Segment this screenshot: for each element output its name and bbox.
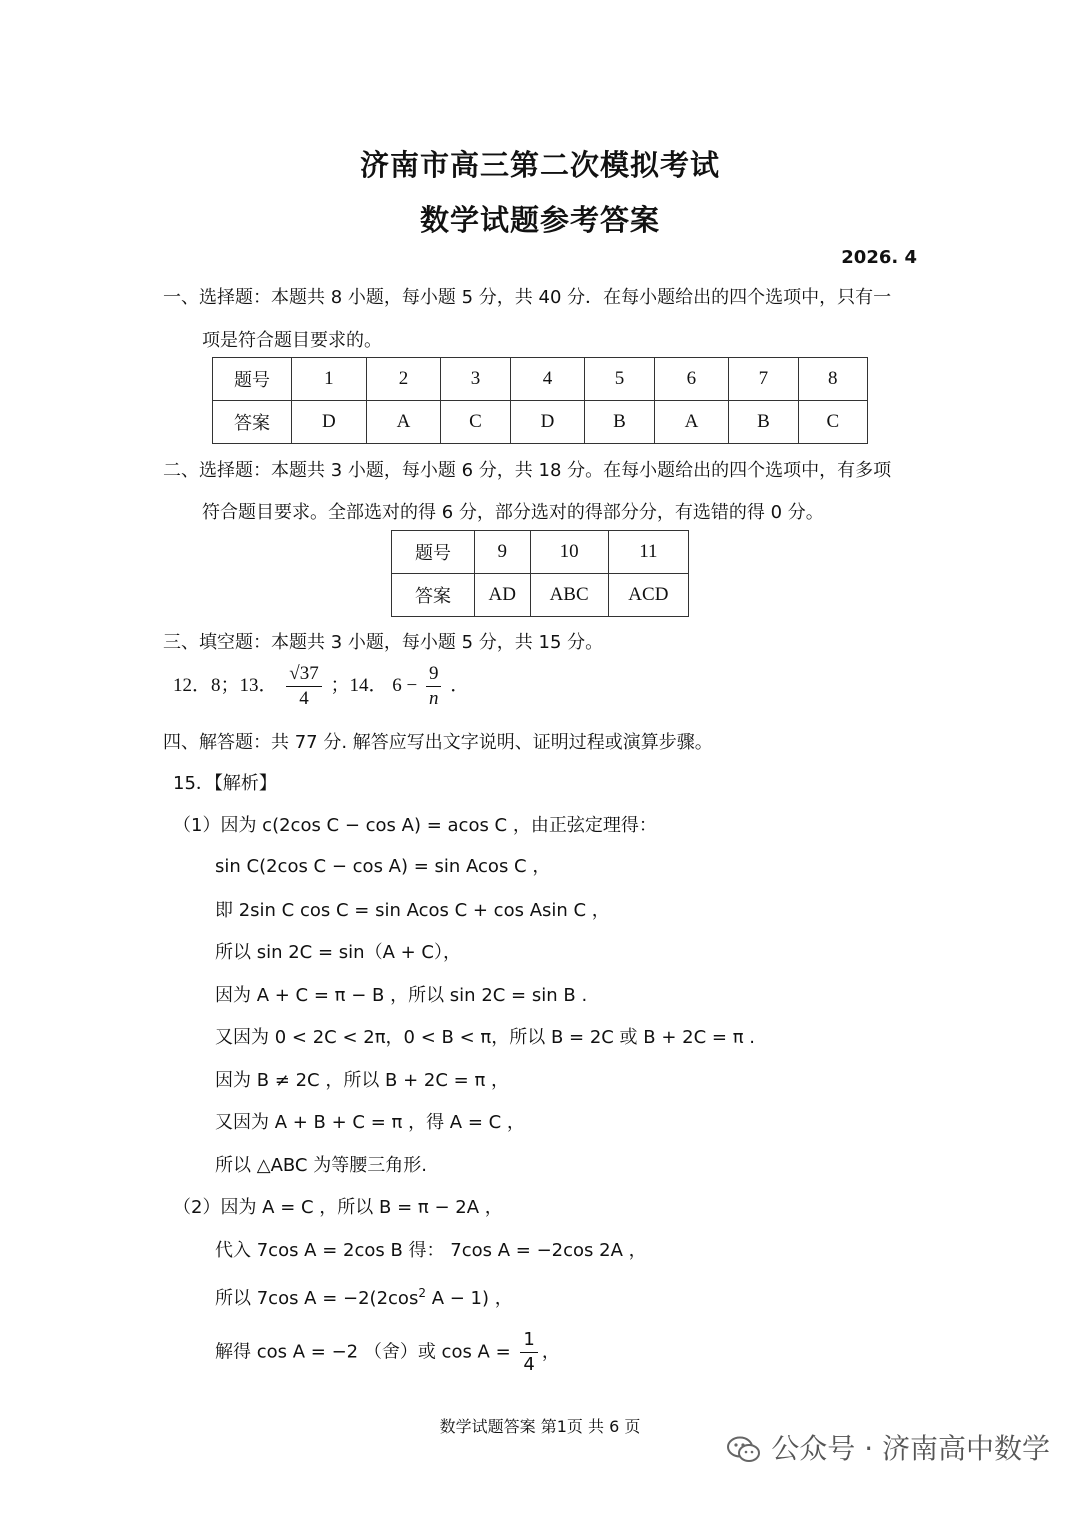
page-footer: 数学试题答案 第1页 共 6 页 [439, 1417, 641, 1436]
row-label-answer: 答案 [213, 401, 292, 444]
solution-line: 因为 B ≠ 2C ，所以 B + 2C = π ， [215, 1070, 510, 1091]
fill-in-answers [173, 662, 469, 711]
fraction-numerator: √37 [286, 662, 321, 687]
row-label-question: 题号 [392, 531, 475, 574]
answer-12: 12．8；13． [173, 674, 278, 696]
equation-part: ， [541, 1341, 560, 1363]
answer-cell: A [366, 401, 441, 444]
section4-heading: 四、解答题：共 77 分. 解答应写出文字说明、证明过程或演算步骤。 [163, 732, 713, 753]
section2-answer-table [391, 530, 689, 617]
question-number: 6 [654, 358, 729, 401]
solution-line [215, 1328, 560, 1377]
solution-line: 又因为 0 < 2C < 2π，0 < B < π，所以 B = 2C 或 B + 2C = π . [215, 1027, 755, 1048]
watermark [727, 1427, 1050, 1467]
question-number: 9 [475, 531, 531, 574]
answer-cell: ABC [530, 574, 608, 617]
page-subtitle: 数学试题参考答案 [419, 203, 660, 237]
answer-cell: D [510, 401, 585, 444]
question-number: 10 [530, 531, 608, 574]
solution-line: 所以 △ABC 为等腰三角形. [215, 1155, 427, 1176]
solution-line [215, 1284, 513, 1310]
answer-14-end: ． [450, 674, 470, 696]
page-title: 济南市高三第二次模拟考试 [359, 148, 720, 182]
equation-part: A − 1) ， [425, 1288, 513, 1309]
question-number: 2 [366, 358, 441, 401]
section3-heading: 三、填空题：本题共 3 小题，每小题 5 分，共 15 分。 [163, 632, 604, 653]
question-number: 4 [510, 358, 585, 401]
wechat-icon [727, 1436, 761, 1464]
separator-14: ；14． [330, 674, 388, 696]
fraction-denominator: 4 [523, 1354, 535, 1375]
solution-line: 因为 A + C = π − B ，所以 sin 2C = sin B . [215, 985, 588, 1006]
question-number: 8 [798, 358, 867, 401]
question-number: 3 [441, 358, 510, 401]
answer-cell: AD [475, 574, 531, 617]
fraction-numerator: 9 [426, 662, 442, 687]
section1-heading-line2: 项是符合题目要求的。 [202, 330, 382, 351]
section2-heading-line2: 符合题目要求。全部选对的得 6 分，部分选对的得部分分，有选错的得 0 分。 [202, 502, 824, 523]
section1-heading-line1: 一、选择题：本题共 8 小题，每小题 5 分，共 40 分．在每小题给出的四个选项中，只有一 [163, 287, 892, 308]
solution-line: 所以 sin 2C = sin（A + C）， [215, 942, 461, 963]
section2-heading-line1: 二、选择题：本题共 3 小题，每小题 6 分，共 18 分。在每小题给出的四个选项中，有多项 [163, 460, 892, 481]
fraction-denominator: n [428, 688, 439, 709]
exponent: 2 [418, 1286, 426, 1300]
fraction-14 [426, 662, 442, 711]
answer-cell: ACD [608, 574, 688, 617]
equation-part: 解得 cos A = −2 （舍）或 cos A = [215, 1341, 511, 1363]
question-number: 7 [729, 358, 798, 401]
solution-line: 又因为 A + B + C = π ，得 A = C ， [215, 1112, 525, 1133]
section1-answer-table [212, 357, 868, 444]
row-label-question: 题号 [213, 358, 292, 401]
watermark-text: 公众号 · 济南高中数学 [771, 1432, 1050, 1465]
table-row-answers [392, 574, 689, 617]
answer-cell: A [654, 401, 729, 444]
fraction-denominator: 4 [299, 688, 309, 709]
solution-line: （2）因为 A = C ，所以 B = π − 2A ， [173, 1197, 503, 1218]
solution-line: （1）因为 c(2cos C − cos A) = acos C ，由正弦定理得： [173, 815, 657, 836]
table-row-questions [213, 358, 868, 401]
fraction-13 [286, 662, 321, 711]
answer-cell: C [441, 401, 510, 444]
answer-14-prefix: 6 − [392, 674, 418, 696]
table-row-answers [213, 401, 868, 444]
date: 2026. 4 [841, 247, 917, 268]
question-number: 11 [608, 531, 688, 574]
answer-cell: D [292, 401, 367, 444]
question-number: 5 [585, 358, 654, 401]
q15-label: 15．【解析】 [173, 773, 277, 794]
fraction-numerator: 1 [520, 1328, 537, 1353]
answer-cell: B [729, 401, 798, 444]
fraction-cos-a [520, 1328, 537, 1377]
answer-cell: B [585, 401, 654, 444]
answer-cell: C [798, 401, 867, 444]
solution-line: sin C(2cos C − cos A) = sin Acos C ， [215, 856, 551, 877]
solution-line: 代入 7cos A = 2cos B 得： 7cos A = −2cos 2A ， [215, 1240, 647, 1261]
row-label-answer: 答案 [392, 574, 475, 617]
question-number: 1 [292, 358, 367, 401]
equation-part: 所以 7cos A = −2(2cos [215, 1288, 419, 1309]
table-row-questions [392, 531, 689, 574]
solution-line: 即 2sin C cos C = sin Acos C + cos Asin C ， [215, 900, 610, 921]
